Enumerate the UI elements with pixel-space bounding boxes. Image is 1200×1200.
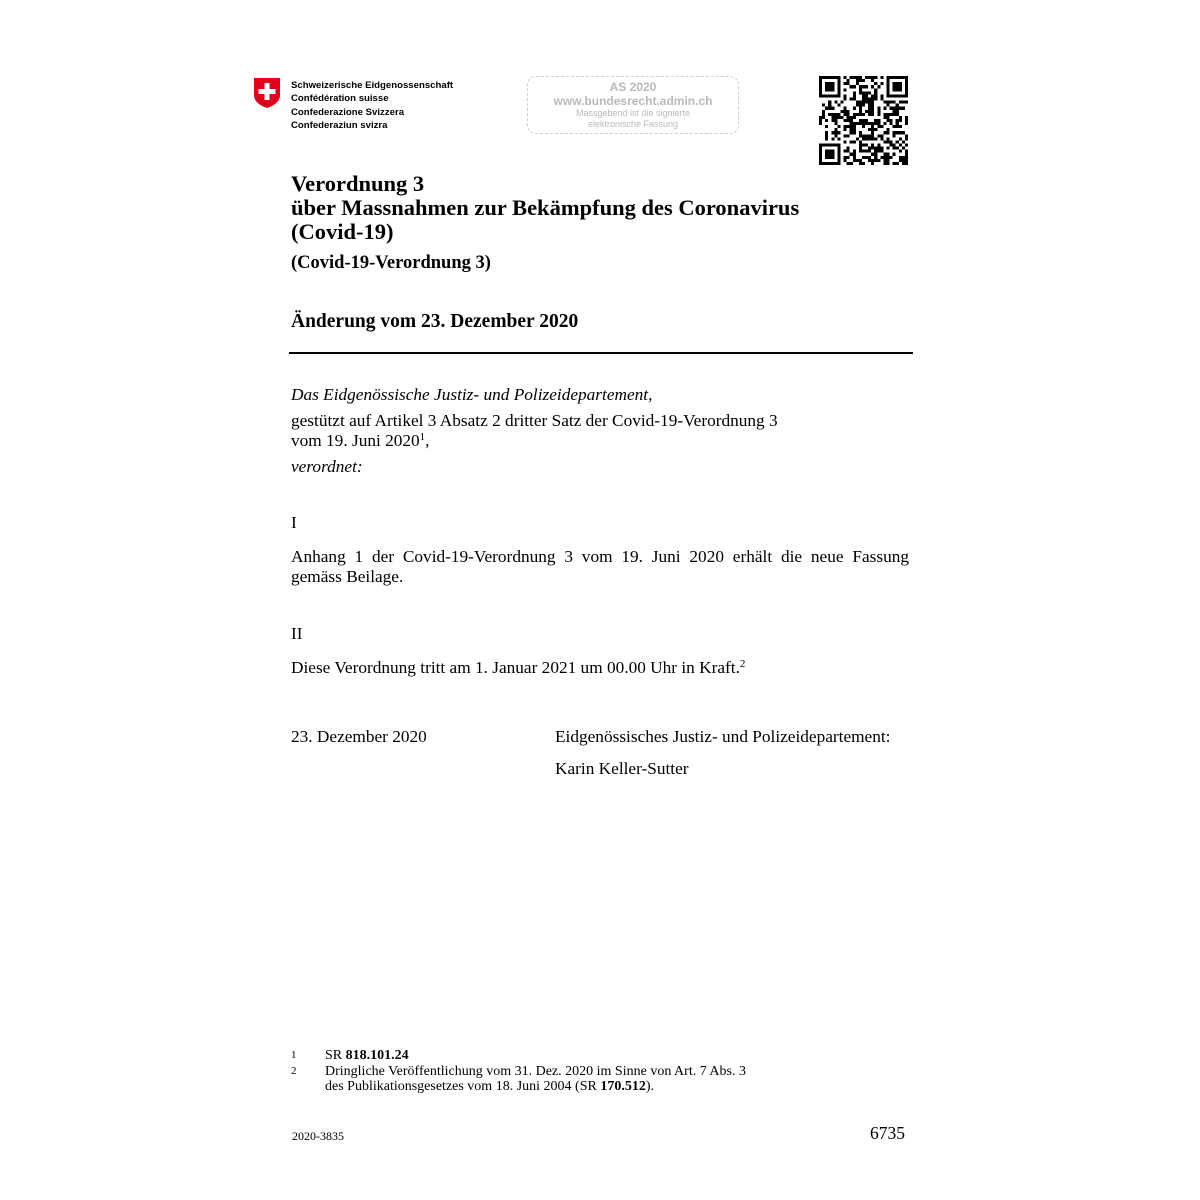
signature-name: Karin Keller-Sutter	[555, 759, 689, 778]
section-text-1: Anhang 1 der Covid-19-Verordnung 3 vom 19. Juni 2020 erhält die neue Fassung gemäss Beilage.	[291, 547, 909, 586]
stamp-note-1: Massgebend ist die signierte	[575, 108, 691, 118]
stamp-as: AS 2020	[609, 80, 657, 94]
qr-code-icon[interactable]	[819, 76, 908, 165]
signature-department: Eidgenössisches Justiz- und Polizeidepartement:	[555, 727, 891, 746]
preamble-basis-line-2	[291, 431, 778, 451]
footnote-ref-2[interactable]: 2	[739, 658, 746, 670]
section-text-2-body: Diese Verordnung tritt am 1. Januar 2021 um 00.00 Uhr in Kraft.	[291, 658, 740, 677]
confederation-names	[291, 79, 453, 132]
footnote-ref-1[interactable]: 1	[419, 431, 426, 443]
footnote-1-prefix: SR	[325, 1048, 346, 1063]
stamp-note-2: elektronische Fassung	[587, 119, 679, 129]
page-number: 6735	[870, 1123, 905, 1143]
confederation-rm: Confederaziun svizra	[291, 119, 388, 131]
amendment-date: Änderung vom 23. Dezember 2020	[291, 311, 579, 332]
title-line-3: (Covid-19)	[291, 219, 394, 244]
title-line-2: über Massnahmen zur Bekämpfung des Coronavirus	[291, 195, 800, 220]
preamble-authority: Das Eidgenössische Justiz- und Polizeidepartement,	[291, 385, 653, 404]
publication-stamp	[527, 76, 739, 134]
footnote-2-sr-number[interactable]: 170.512	[600, 1079, 646, 1094]
section-heading-2: II	[291, 624, 303, 643]
signature-date: 23. Dezember 2020	[291, 727, 427, 746]
title-rule	[289, 352, 913, 354]
short-title: (Covid-19-Verordnung 3)	[291, 253, 491, 273]
footnote-2	[291, 1064, 851, 1096]
footnote-2-text	[325, 1064, 746, 1094]
section-text-2	[291, 658, 745, 678]
footnote-2-end: ).	[645, 1079, 654, 1094]
section-heading-1: I	[291, 513, 297, 532]
confederation-de: Schweizerische Eidgenossenschaft	[291, 80, 454, 91]
footnote-1	[291, 1048, 851, 1064]
footnote-2-line-2: des Publikationsgesetzes vom 18. Juni 2004 (SR	[325, 1079, 601, 1094]
confederation-it: Confederazione Svizzera	[291, 106, 405, 118]
title-line-1: Verordnung 3	[291, 171, 425, 196]
preamble-basis-line-1: gestützt auf Artikel 3 Absatz 2 dritter Satz der Covid-19-Verordnung 3	[291, 411, 778, 430]
footnote-1-sr-number[interactable]: 818.101.24	[345, 1048, 409, 1063]
footnote-2-number: 2	[291, 1065, 297, 1077]
preamble-decree: verordnet:	[291, 457, 363, 476]
preamble-basis	[291, 411, 778, 451]
swiss-cross-icon	[252, 77, 282, 109]
footnote-1-text	[325, 1048, 409, 1063]
footnote-1-number: 1	[291, 1049, 297, 1061]
document-title	[291, 172, 799, 244]
confederation-fr: Confédération suisse	[291, 93, 389, 105]
stamp-url[interactable]: www.bundesrecht.admin.ch	[553, 94, 713, 108]
document-id: 2020-3835	[292, 1129, 344, 1143]
footnote-2-line-1: Dringliche Veröffentlichung vom 31. Dez. 2020 im Sinne von Art. 7 Abs. 3	[325, 1064, 746, 1079]
preamble-basis-end: ,	[425, 431, 430, 450]
preamble-basis-date: vom 19. Juni 2020	[291, 431, 420, 450]
